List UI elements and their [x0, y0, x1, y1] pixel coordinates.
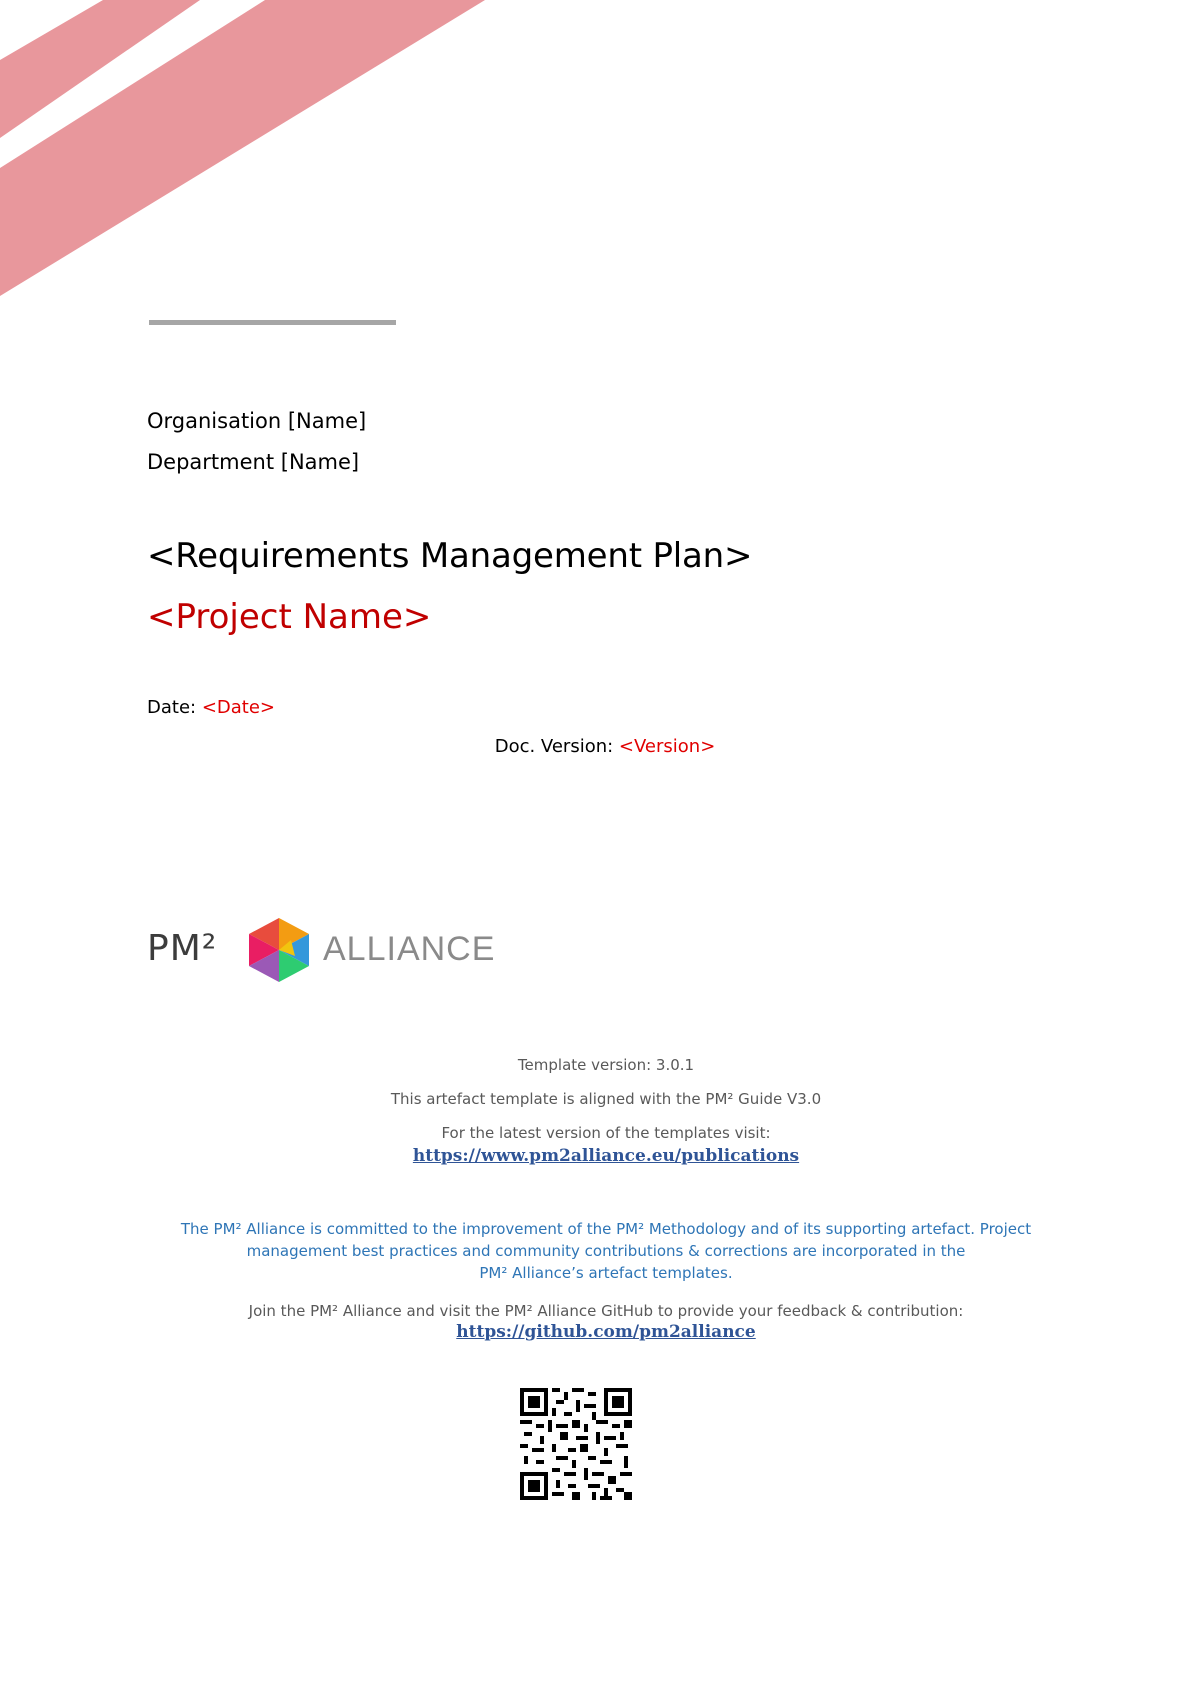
- title-rule: [149, 320, 396, 325]
- publications-link[interactable]: https://www.pm2alliance.eu/publications: [412, 1146, 800, 1166]
- version-line: [0, 736, 1200, 757]
- template-version: Template version: 3.0.1: [517, 1056, 695, 1074]
- document-title: <Requirements Management Plan>: [147, 536, 753, 576]
- commitment-paragraph: [0, 1218, 1200, 1284]
- aligned-guide-text: This artefact template is aligned with the PM² Guide V3.0: [390, 1090, 822, 1108]
- commitment-line-2: management best practices and community contributions & corrections are incorporated in the: [246, 1242, 966, 1260]
- commitment-line-1: The PM² Alliance is committed to the improvement of the PM² Methodology and of its supporting artefact. Project: [180, 1220, 1032, 1238]
- logo-alliance-text: ALLIANCE: [323, 930, 496, 968]
- date-line: [147, 697, 275, 718]
- decorative-stripes: [0, 0, 500, 300]
- logo-pm2-text: PM²: [147, 928, 218, 969]
- organisation-name: Organisation [Name]: [147, 409, 367, 433]
- qr-code: [520, 1388, 632, 1500]
- latest-version-text: For the latest version of the templates visit:: [441, 1124, 771, 1142]
- github-link[interactable]: https://github.com/pm2alliance: [456, 1322, 756, 1342]
- commitment-line-3: PM² Alliance’s artefact templates.: [479, 1264, 733, 1282]
- department-name: Department [Name]: [147, 450, 360, 474]
- version-value: <Version>: [618, 736, 716, 757]
- version-label: Doc. Version:: [494, 736, 614, 757]
- join-text: Join the PM² Alliance and visit the PM² Alliance GitHub to provide your feedback & contribution:: [248, 1302, 964, 1320]
- project-name: <Project Name>: [147, 597, 432, 637]
- date-value: <Date>: [201, 697, 276, 718]
- date-label: Date:: [147, 697, 197, 718]
- logo-cube-icon: [243, 916, 315, 984]
